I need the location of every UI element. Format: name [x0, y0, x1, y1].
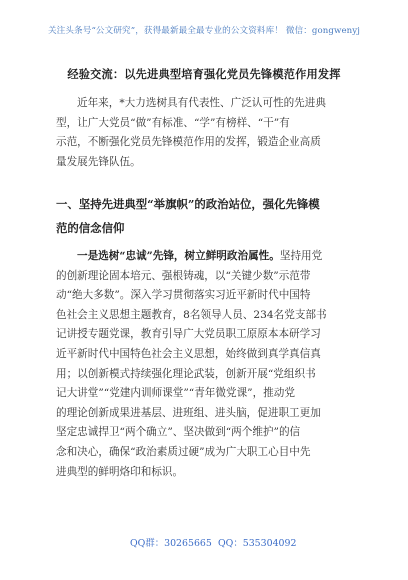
body-first-line — [56, 247, 356, 267]
body-line: 色社会主义思想主题教育，8名领导人员、234名党支部书 — [56, 308, 327, 321]
header-banner: 关注头条号“公文研究”，获得最新最全最专业的公文资料库！ 微信：gongwenyj — [47, 26, 361, 36]
body-line: 近平新时代中国特色社会主义思想，始终做到真学真信真 — [56, 347, 321, 360]
body-line: 进典型的鲜明烙印和标识。 — [56, 465, 184, 478]
intro-paragraph — [56, 94, 356, 172]
body-line: 念和决心，确保“政治素质过硬”成为广大职工心目中先 — [56, 445, 311, 458]
section-heading — [56, 192, 356, 240]
body-line: 的理论创新成果进基层、进班组、进头脑，促进职工更加 — [56, 406, 321, 419]
body-lead-sentence: 一是选树“忠诚”先锋，树立鲜明政治属性。 — [77, 250, 280, 262]
footer-qq-contact: QQ：535304092 — [218, 538, 297, 549]
intro-line: 示范，不断强化党员先锋模范作用的发挥，锻造企业高质 — [56, 136, 321, 149]
section-body — [56, 247, 356, 482]
section-heading-line: 一、坚持先进典型“举旗帜”的政治站位，强化先锋模 — [56, 197, 320, 211]
document-title: 经验交流：以先进典型培育强化党员先锋模范作用发挥 — [67, 67, 341, 81]
body-line: 用；以创新模式持续强化理论武装，创新开展“党组织书 — [56, 367, 316, 380]
intro-line: 近年来，*大力选树具有代表性、广泛认可性的先进典 — [77, 97, 326, 109]
footer-qq-group: QQ群：30265665 — [130, 538, 212, 549]
body-first-line-rest: 坚持用党 — [279, 250, 323, 262]
body-line: 记大讲堂”“党建内训师课堂”“青年微党课”，推动党 — [56, 387, 295, 400]
intro-line: 量发展先锋队伍。 — [56, 155, 141, 168]
section-heading-line: 范的信念信仰 — [56, 221, 125, 235]
intro-line: 型，让广大党员“做”有标准、“学”有榜样、“干”有 — [56, 116, 290, 129]
body-line: 坚定忠诚捍卫“两个确立”、坚决做到“两个维护”的信 — [56, 426, 301, 439]
body-line: 动“绝大多数”。深入学习贯彻落实习近平新时代中国特 — [56, 289, 311, 302]
body-line: 记讲授专题党课，教育引导广大党员职工原原本本研学习 — [56, 328, 321, 341]
body-line: 的创新理论固本培元、强根铸魂，以“关键少数”示范带 — [56, 269, 311, 282]
